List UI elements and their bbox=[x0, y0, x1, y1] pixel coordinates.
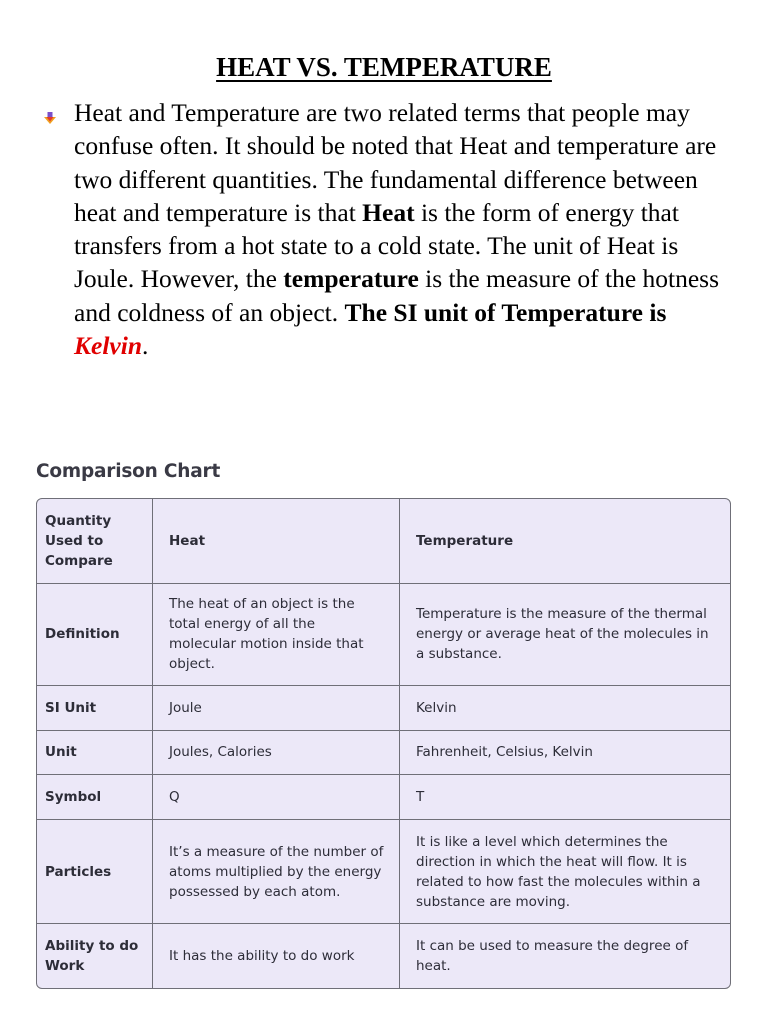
row-temperature: It can be used to measure the degree of heat. bbox=[416, 938, 689, 975]
row-heat: Q bbox=[153, 775, 400, 820]
row-temperature: Fahrenheit, Celsius, Kelvin bbox=[400, 730, 731, 774]
row-heat: The heat of an object is the total energy of all the molecular motion inside that object. bbox=[153, 583, 400, 685]
row-heat: It’s a measure of the number of atoms multiplied by the energy possessed by each atom. bbox=[153, 820, 400, 924]
paragraph-text: is the measure of the hotness and coldness of an object. bbox=[74, 264, 720, 327]
bold-temperature: temperature bbox=[283, 264, 419, 294]
kelvin-highlight: Kelvin bbox=[74, 331, 142, 361]
paragraph-text: Heat and Temperature are two related terms that people may confuse often. It should be noted that Heat and temperature are two different quantities. The fundamental difference between heat and temperature is that bbox=[74, 98, 717, 227]
row-quantity: Particles bbox=[37, 820, 153, 924]
row-quantity: Unit bbox=[37, 730, 153, 774]
row-temperature: It is like a level which determines the direction in which the heat will flow. It is related to how fast the molecules within a substance are moving. bbox=[400, 820, 731, 924]
intro-paragraph bbox=[74, 96, 734, 362]
comparison-table-container bbox=[36, 498, 731, 989]
table-row bbox=[37, 820, 730, 924]
table-row bbox=[37, 730, 730, 774]
row-quantity: Definition bbox=[37, 583, 153, 685]
row-quantity: SI Unit bbox=[37, 685, 153, 730]
header-heat: Heat bbox=[153, 499, 400, 583]
bold-heat: Heat bbox=[362, 197, 415, 227]
page-title: HEAT VS. TEMPERATURE bbox=[216, 52, 552, 82]
comparison-chart-heading: Comparison Chart bbox=[36, 461, 221, 482]
row-quantity: Ability to do Work bbox=[37, 924, 153, 988]
table-row bbox=[37, 924, 730, 988]
header-temperature: Temperature bbox=[400, 499, 731, 583]
paragraph-text: is the form of energy that transfers from a hot state to a cold state. The unit of Heat is Joule. However, the bbox=[74, 197, 679, 294]
paragraph-end: . bbox=[142, 331, 149, 361]
header-quantity: Quantity Used to Compare bbox=[37, 499, 153, 583]
row-quantity: Symbol bbox=[37, 775, 153, 820]
row-temperature: Temperature is the measure of the thermal energy or average heat of the molecules in a substance. bbox=[400, 583, 731, 685]
comparison-table bbox=[37, 499, 730, 988]
table-row bbox=[37, 583, 730, 685]
row-heat: It has the ability to do work bbox=[153, 924, 400, 988]
row-heat: Joules, Calories bbox=[153, 730, 400, 774]
table-row bbox=[37, 775, 730, 820]
arrow-down-bullet-icon bbox=[44, 112, 56, 124]
row-temperature: T bbox=[400, 775, 731, 820]
table-header-row bbox=[37, 499, 730, 583]
row-temperature: Kelvin bbox=[400, 685, 731, 730]
bold-si-unit-statement: The SI unit of Temperature is bbox=[344, 297, 667, 327]
table-row bbox=[37, 685, 730, 730]
row-heat: Joule bbox=[153, 685, 400, 730]
